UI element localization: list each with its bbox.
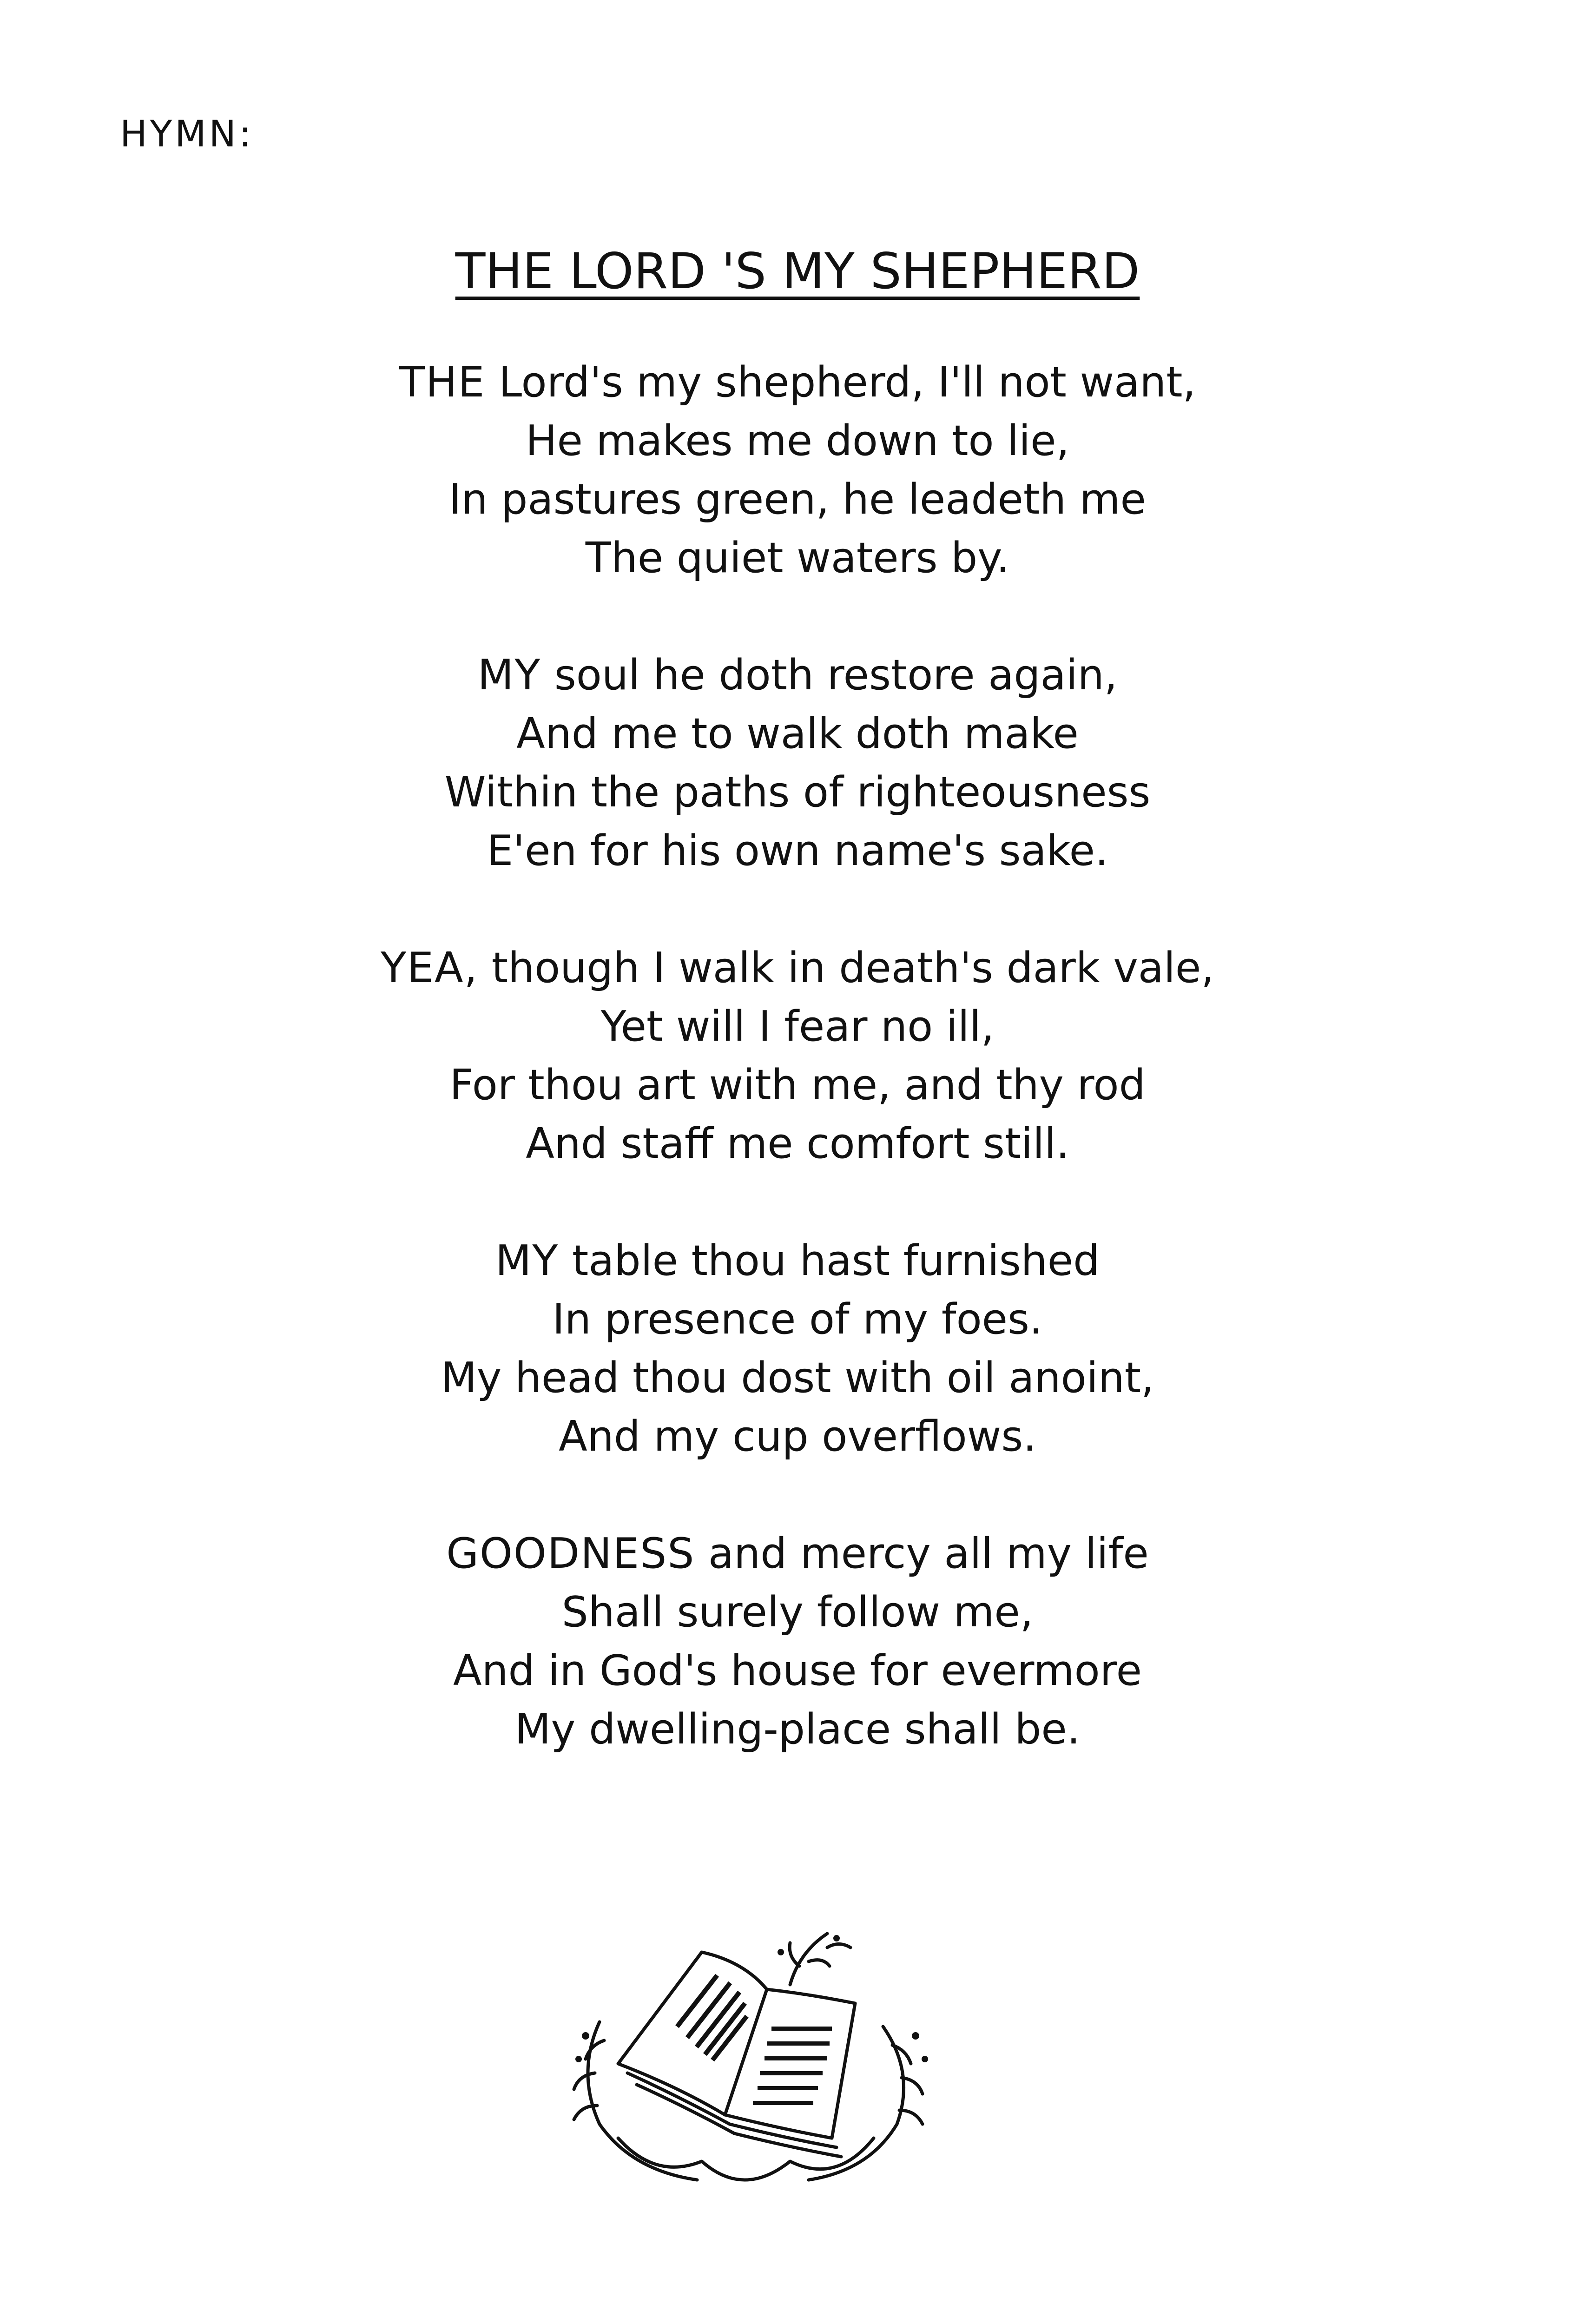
stanza-3 bbox=[0, 939, 1595, 1173]
stanza-line: Yet will I fear no ill, bbox=[600, 1002, 995, 1051]
stanza-line: In pastures green, he leadeth me bbox=[449, 475, 1146, 524]
stanza-line: He makes me down to lie, bbox=[525, 416, 1070, 465]
stanza-4 bbox=[0, 1232, 1595, 1466]
stanza-line: MY soul he doth restore again, bbox=[477, 651, 1118, 700]
stanza-1 bbox=[0, 353, 1595, 588]
stanza-line: E'en for his own name's sake. bbox=[487, 826, 1108, 875]
stanza-line: And me to walk doth make bbox=[516, 709, 1079, 758]
hymn-title: THE LORD 'S MY SHEPHERD bbox=[455, 243, 1140, 300]
stanza-line: Within the paths of righteousness bbox=[444, 768, 1151, 817]
page-heading: HYMN: bbox=[120, 113, 254, 155]
stanza-line: For thou art with me, and thy rod bbox=[449, 1061, 1146, 1109]
open-bible-ornament-icon bbox=[548, 1920, 957, 2226]
stanza-line: In presence of my foes. bbox=[552, 1295, 1043, 1344]
stanza-line: MY table thou hast furnished bbox=[495, 1236, 1100, 1285]
stanza-line: GOODNESS and mercy all my life bbox=[446, 1529, 1149, 1578]
stanza-line: The quiet waters by. bbox=[585, 534, 1010, 582]
stanza-line: My dwelling-place shall be. bbox=[514, 1705, 1081, 1754]
stanza-5 bbox=[0, 1525, 1595, 1759]
stanza-line: YEA, though I walk in death's dark vale, bbox=[381, 944, 1214, 992]
stanza-line: And staff me comfort still. bbox=[526, 1119, 1069, 1168]
stanza-line: And in God's house for evermore bbox=[453, 1646, 1142, 1695]
stanza-line: Shall surely follow me, bbox=[561, 1588, 1034, 1637]
stanza-2 bbox=[0, 646, 1595, 880]
stanza-line: My head thou dost with oil anoint, bbox=[441, 1353, 1154, 1402]
stanza-line: THE Lord's my shepherd, I'll not want, bbox=[399, 358, 1196, 407]
stanza-line: And my cup overflows. bbox=[559, 1412, 1036, 1461]
hymn-lyrics bbox=[0, 353, 1595, 1817]
